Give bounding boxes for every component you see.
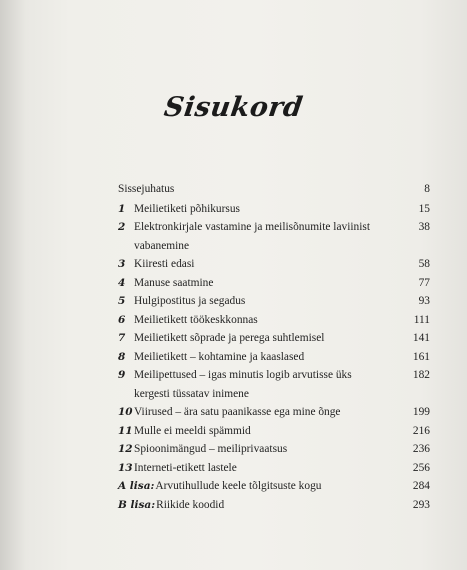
toc-entry-page: 236 xyxy=(412,443,430,455)
toc-entry xyxy=(118,200,430,219)
toc-entry xyxy=(118,422,430,441)
toc-entry-title: Sissejuhatus xyxy=(118,183,175,195)
toc-entry-page: 216 xyxy=(412,424,430,437)
toc-appendix-page: 284 xyxy=(412,480,430,492)
toc-entry-page: 8 xyxy=(424,183,430,195)
toc-entry-number: 8 xyxy=(118,350,126,363)
toc-entry-title: Viirused – ära satu paanikasse ega mine õnge xyxy=(134,406,341,418)
toc-entry-number: 9 xyxy=(118,369,126,381)
toc-entry-page: 161 xyxy=(412,350,430,363)
toc-entry-title: Meilipettused – igas minutis logib arvutisse üks kergesti tüssatav inimene xyxy=(134,369,352,400)
toc-entry-title: Spioonimängud – meiliprivaatsus xyxy=(134,443,288,455)
toc-entry-page: 256 xyxy=(412,461,430,474)
toc-entry-number: 4 xyxy=(118,276,126,289)
toc-appendix xyxy=(118,477,430,496)
toc-entry-page: 141 xyxy=(412,332,430,344)
toc-entry-title: Mulle ei meeldi spämmid xyxy=(134,424,251,437)
toc-entry xyxy=(118,218,430,255)
toc-entry xyxy=(118,440,430,459)
toc-entry-number: 7 xyxy=(118,332,126,344)
toc-entry-title: Manuse saatmine xyxy=(134,276,214,289)
toc-entry xyxy=(118,311,430,330)
toc-entry xyxy=(118,403,430,422)
toc-entry-title: Elektronkirjale vastamine ja meilisõnumite laviinist vabanemine xyxy=(134,221,370,252)
toc-appendix-title: Arvutihullude keele tõlgitsuste kogu xyxy=(155,480,322,492)
toc-entry xyxy=(118,366,430,403)
toc-appendix-title: Riikide koodid xyxy=(156,498,225,511)
toc-appendix-label: A lisa: xyxy=(118,480,155,492)
toc-entry-page: 58 xyxy=(418,258,430,270)
toc-entry-title: Meilietikett – kohtamine ja kaaslased xyxy=(134,350,305,363)
toc-entry-number: 12 xyxy=(118,443,133,455)
toc-entry xyxy=(118,348,430,367)
toc-entry-title: Interneti-etikett lastele xyxy=(134,461,237,474)
toc-entry-title: Meilietikett sõprade ja perega suhtlemisel xyxy=(134,332,325,344)
toc-entry-page: 182 xyxy=(412,369,430,381)
toc-entry-number: 3 xyxy=(118,258,126,270)
toc-entry xyxy=(118,292,430,311)
toc-entry-title: Meilietiketi põhikursus xyxy=(134,202,240,215)
toc-entry-page: 199 xyxy=(412,406,430,418)
toc-entry-number: 6 xyxy=(118,313,126,326)
toc-entry-page: 93 xyxy=(418,295,430,307)
toc-appendix xyxy=(118,496,430,515)
toc-entry-intro xyxy=(118,180,430,199)
toc-entry-page: 15 xyxy=(418,202,430,215)
toc-entry-page: 111 xyxy=(413,313,430,326)
toc-entry-number: 11 xyxy=(118,424,133,437)
toc-entry-page: 77 xyxy=(418,276,430,289)
toc-entry xyxy=(118,274,430,293)
toc-appendix-label: B lisa: xyxy=(118,498,156,511)
toc-entry-number: 10 xyxy=(118,406,133,418)
page-title: Sisukord xyxy=(162,92,305,123)
toc-entry-number: 5 xyxy=(118,295,126,307)
toc-entry-title: Meilietikett töökeskkonnas xyxy=(134,313,258,326)
toc-entry-number: 1 xyxy=(118,202,126,215)
toc-entry-title: Hulgipostitus ja segadus xyxy=(134,295,246,307)
toc-entry xyxy=(118,329,430,348)
toc-entry-number: 13 xyxy=(118,461,133,474)
toc-entry-title: Kiiresti edasi xyxy=(134,258,195,270)
toc-entry-number: 2 xyxy=(118,221,126,233)
toc-entry-page: 38 xyxy=(418,221,430,233)
table-of-contents xyxy=(118,180,430,514)
toc-appendix-page: 293 xyxy=(412,498,430,511)
toc-entry xyxy=(118,459,430,478)
toc-entry xyxy=(118,255,430,274)
